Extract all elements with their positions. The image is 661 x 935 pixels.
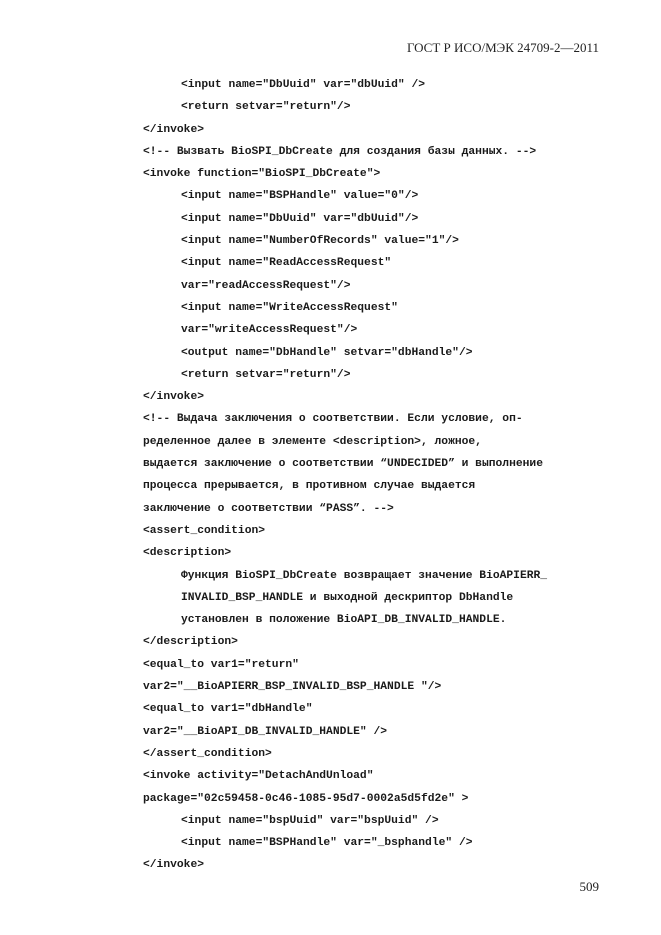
code-line: var="readAccessRequest"/> — [181, 279, 351, 292]
code-line: <!-- Выдача заключения о соответствии. Если условие, оп- — [143, 413, 523, 426]
code-line: var2="__BioAPI_DB_INVALID_HANDLE" /> — [143, 725, 388, 738]
code-line: </invoke> — [143, 123, 205, 136]
code-line: var="writeAccessRequest"/> — [181, 324, 358, 337]
code-line: package="02c59458-0c46-1085-95d7-0002a5d5fd2e" > — [143, 792, 469, 805]
code-line: <assert_condition> — [143, 524, 266, 537]
code-line: <return setvar="return"/> — [181, 368, 351, 381]
code-line: INVALID_BSP_HANDLE и выходной дескриптор DbHandle — [181, 591, 514, 604]
code-line: <!-- Вызвать BioSPI_DbCreate для создания базы данных. --> — [143, 145, 537, 158]
running-header: ГОСТ Р ИСО/МЭК 24709-2—2011 — [406, 40, 599, 55]
code-line: <input name="bspUuid" var="bspUuid" /> — [181, 814, 439, 827]
code-line: заключение о соответствии “PASS”. --> — [143, 502, 394, 515]
code-line: <invoke function="BioSPI_DbCreate"> — [143, 168, 381, 181]
code-line: Функция BioSPI_DbCreate возвращает значение BioAPIERR_ — [181, 569, 548, 582]
code-line: <input name="BSPHandle" value="0"/> — [181, 190, 419, 203]
code-line: </invoke> — [143, 859, 205, 872]
code-line: <description> — [143, 547, 232, 560]
code-line: <input name="DbUuid" var="dbUuid" /> — [181, 79, 426, 91]
code-line: процесса прерывается, в противном случае выдается — [143, 480, 476, 493]
code-line: </description> — [143, 636, 238, 649]
code-line: <equal_to var1="return" — [143, 658, 299, 671]
code-line: var2="__BioAPIERR_BSP_INVALID_BSP_HANDLE "/> — [143, 681, 442, 694]
code-line: <input name="WriteAccessRequest" — [181, 301, 398, 314]
code-line: <input name="ReadAccessRequest" — [181, 257, 392, 270]
code-line: </invoke> — [143, 391, 205, 404]
code-line: <invoke activity="DetachAndUnload" — [143, 770, 374, 783]
code-line: <equal_to var1="dbHandle" — [143, 703, 313, 716]
code-line: <return setvar="return"/> — [181, 101, 351, 114]
code-listing — [143, 74, 613, 877]
code-line: установлен в положение BioAPI_DB_INVALID_HANDLE. — [181, 614, 507, 627]
code-line: выдается заключение о соответствии “UNDECIDED” и выполнение — [143, 458, 543, 471]
code-line: <output name="DbHandle" setvar="dbHandle"/> — [181, 346, 473, 359]
code-line: ределенное далее в элементе <description>, ложное, — [143, 435, 482, 448]
page-number: 509 — [579, 879, 599, 894]
code-line: <input name="DbUuid" var="dbUuid"/> — [181, 212, 419, 225]
code-line: <input name="NumberOfRecords" value="1"/> — [181, 235, 459, 248]
code-line: <input name="BSPHandle" var="_bsphandle" /> — [181, 837, 473, 850]
code-line: </assert_condition> — [143, 747, 272, 760]
